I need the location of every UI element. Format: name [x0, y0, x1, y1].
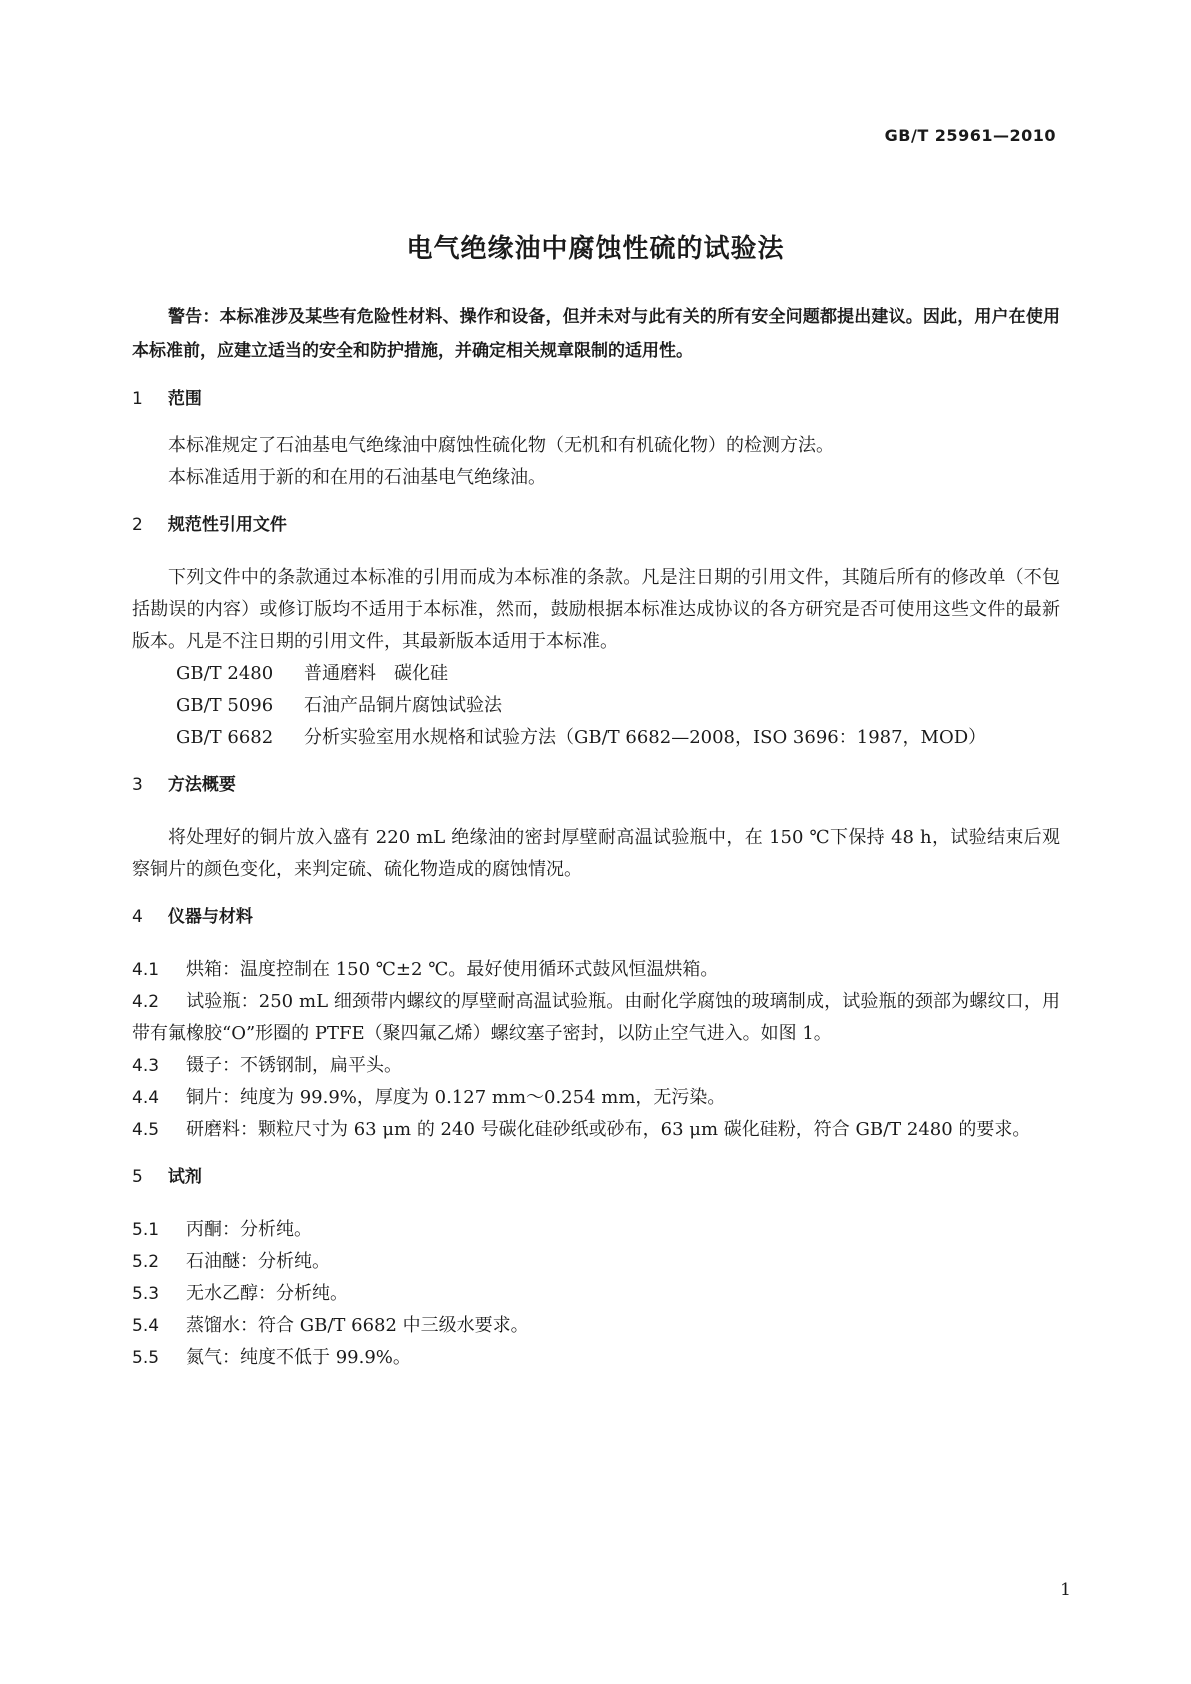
clause-text: 镊子：不锈钢制，扁平头。 [186, 1055, 402, 1076]
section-number: 4 [132, 907, 143, 927]
clause-number: 5.2 [132, 1252, 160, 1272]
clause-text: 氮气：纯度不低于 99.9%。 [186, 1347, 411, 1368]
section-title: 方法概要 [167, 775, 236, 795]
clause-item [132, 1214, 1060, 1246]
page-number: 1 [1060, 1580, 1071, 1600]
paragraph: 下列文件中的条款通过本标准的引用而成为本标准的条款。凡是注日期的引用文件，其随后所有的修改单（不包括勘误的内容）或修订版均不适用于本标准，然而，鼓励根据本标准达成协议的各方研究是否可使用这些文件的最新版本。凡是不注日期的引用文件，其最新版本适用于本标准。 [132, 567, 1060, 652]
section-5-heading [132, 1160, 1060, 1194]
clause-number: 4.3 [132, 1056, 160, 1076]
document-title: 电气绝缘油中腐蚀性硫的试验法 [406, 234, 785, 264]
clause-number: 5.1 [132, 1220, 160, 1240]
clause-item [132, 1082, 1060, 1114]
clause-number: 4.4 [132, 1088, 160, 1108]
clause-text: 研磨料：颗粒尺寸为 63 μm 的 240 号碳化硅砂纸或砂布，63 μm 碳化硅粉，符合 GB/T 2480 的要求。 [186, 1119, 1031, 1140]
section-4-heading [132, 900, 1060, 934]
reference-title: 普通磨料 碳化硅 [304, 663, 448, 684]
clause-number: 5.5 [132, 1348, 160, 1368]
clause-item [132, 986, 1060, 1050]
clause-item [132, 1342, 1060, 1374]
clause-number: 4.1 [132, 960, 160, 980]
clause-text: 试验瓶：250 mL 细颈带内螺纹的厚壁耐高温试验瓶。由耐化学腐蚀的玻璃制成，试验瓶的颈部为螺纹口，用带有氟橡胶“O”形圈的 PTFE（聚四氟乙烯）螺纹塞子密封，以防止空气进入。如图 1。 [132, 991, 1060, 1044]
section-title: 试剂 [167, 1167, 202, 1187]
clause-number: 5.4 [132, 1316, 160, 1336]
clause-number: 5.3 [132, 1284, 160, 1304]
clause-text: 石油醚：分析纯。 [186, 1251, 330, 1272]
clause-number: 4.2 [132, 992, 160, 1012]
warning-paragraph: 警告：本标准涉及某些有危险性材料、操作和设备，但并未对与此有关的所有安全问题都提出建议。因此，用户在使用本标准前，应建立适当的安全和防护措施，并确定相关规章限制的适用性。 [132, 307, 1060, 361]
section-title: 范围 [167, 389, 202, 409]
clause-text: 蒸馏水：符合 GB/T 6682 中三级水要求。 [186, 1315, 529, 1336]
clause-item [132, 954, 1060, 986]
section-number: 2 [132, 515, 143, 535]
clause-text: 丙酮：分析纯。 [186, 1219, 312, 1240]
standard-code: GB/T 25961—2010 [884, 126, 1056, 145]
reference-code: GB/T 5096 [176, 695, 274, 716]
reference-title: 石油产品铜片腐蚀试验法 [304, 695, 502, 716]
clause-item [132, 1050, 1060, 1082]
clause-item [132, 1278, 1060, 1310]
clause-item [132, 1310, 1060, 1342]
section-1-heading [132, 382, 1060, 416]
section-title: 仪器与材料 [167, 907, 253, 927]
paragraph: 本标准适用于新的和在用的石油基电气绝缘油。 [168, 467, 546, 488]
reference-code: GB/T 6682 [176, 727, 274, 748]
clause-text: 铜片：纯度为 99.9%，厚度为 0.127 mm～0.254 mm，无污染。 [186, 1087, 726, 1108]
clause-item [132, 1246, 1060, 1278]
section-number: 3 [132, 775, 143, 795]
section-2-heading [132, 508, 1060, 542]
section-number: 1 [132, 389, 143, 409]
section-number: 5 [132, 1167, 143, 1187]
reference-item [132, 690, 1060, 722]
clause-number: 4.5 [132, 1120, 160, 1140]
clause-text: 无水乙醇：分析纯。 [186, 1283, 348, 1304]
paragraph: 将处理好的铜片放入盛有 220 mL 绝缘油的密封厚壁耐高温试验瓶中，在 150 ℃下保持 48 h，试验结束后观察铜片的颜色变化，来判定硫、硫化物造成的腐蚀情况。 [132, 827, 1060, 880]
clause-item [132, 1114, 1060, 1146]
clause-text: 烘箱：温度控制在 150 ℃±2 ℃。最好使用循环式鼓风恒温烘箱。 [186, 959, 719, 980]
section-title: 规范性引用文件 [167, 515, 287, 535]
section-3-heading [132, 768, 1060, 802]
reference-title: 分析实验室用水规格和试验方法（GB/T 6682—2008，ISO 3696：1987，MOD） [304, 727, 987, 748]
document-body [132, 300, 1060, 1374]
reference-item [132, 658, 1060, 690]
reference-code: GB/T 2480 [176, 663, 274, 684]
reference-item [132, 722, 1060, 754]
paragraph: 本标准规定了石油基电气绝缘油中腐蚀性硫化物（无机和有机硫化物）的检测方法。 [168, 435, 834, 456]
